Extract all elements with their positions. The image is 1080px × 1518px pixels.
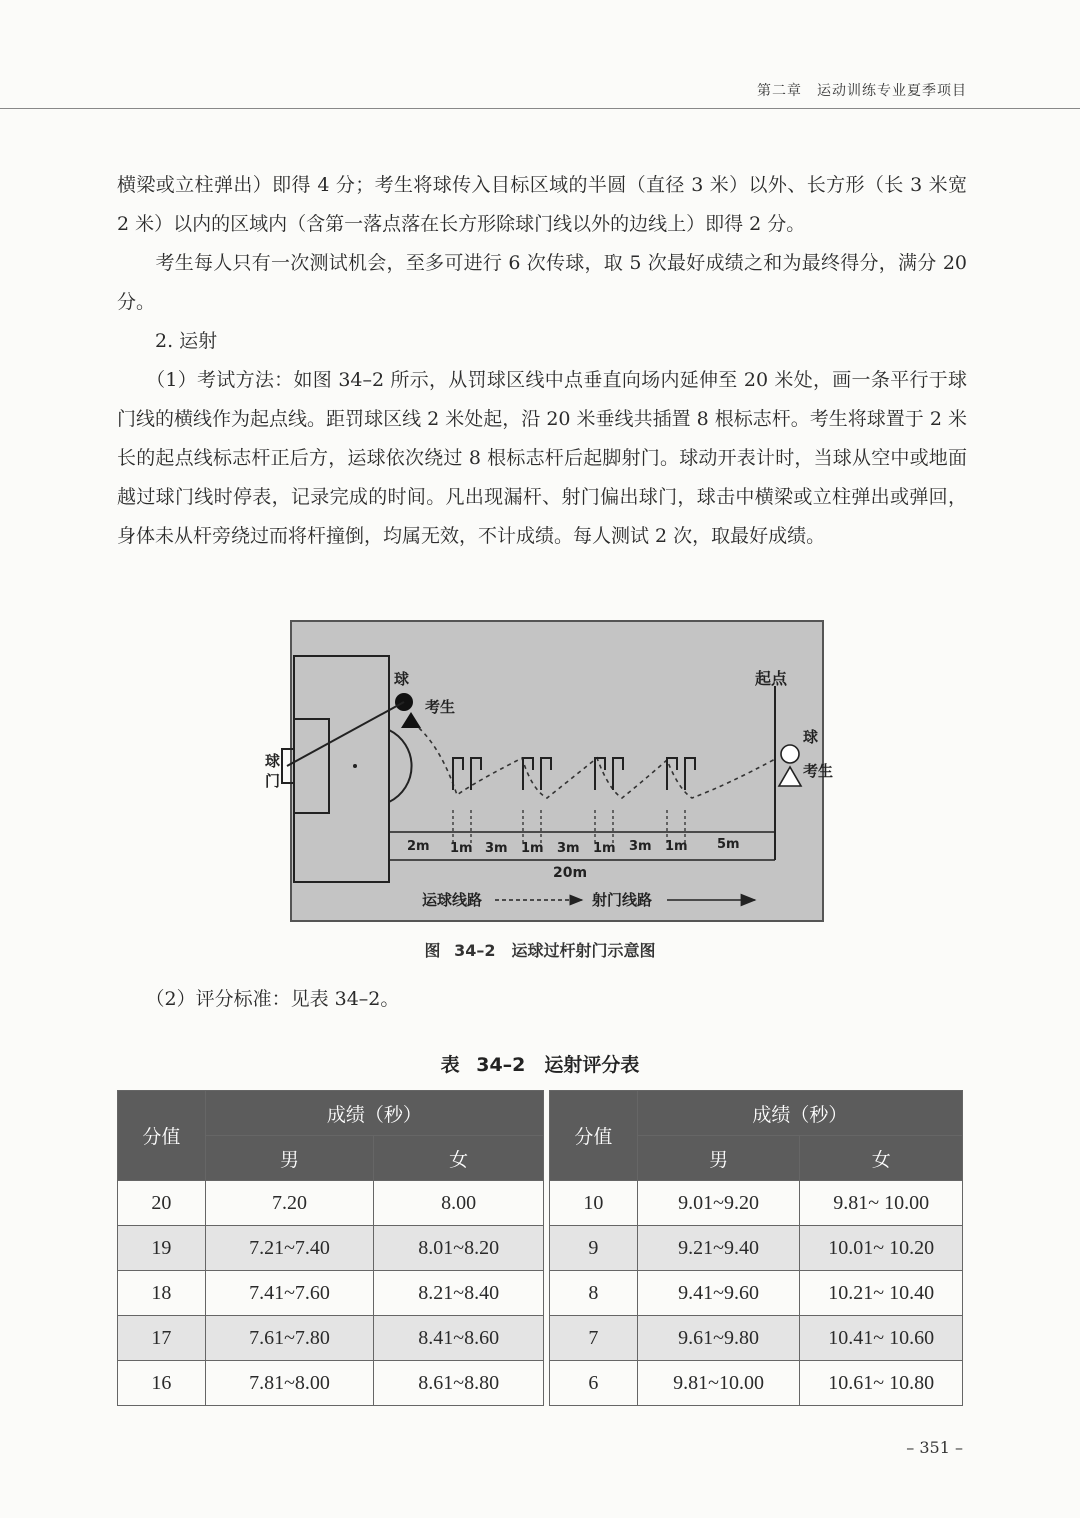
penalty-area <box>294 656 389 882</box>
table-row <box>118 1316 544 1361</box>
examinee-left-label: 考生 <box>425 698 456 716</box>
seg-5m: 5m <box>717 837 740 852</box>
cell-score: 17 <box>118 1316 206 1361</box>
paragraph-scoring-continued: 横梁或立柱弹出）即得 4 分；考生将球传入目标区域的半圆（直径 3 米）以外、长方形（长 3 米宽 2 米）以内的区域内（含第一落点落在长方形除球门线以外的边线上）即得 2 分。 <box>117 174 974 235</box>
table-row <box>550 1316 963 1361</box>
cell-female: 8.21~8.40 <box>374 1271 544 1316</box>
cell-male: 7.21~7.40 <box>205 1226 374 1271</box>
cell-female: 8.41~8.60 <box>374 1316 544 1361</box>
ball-right <box>781 745 799 763</box>
section-heading-dribble-shoot: 2. 运射 <box>117 330 218 352</box>
cell-male: 7.41~7.60 <box>205 1271 374 1316</box>
paragraph-test-method: （1）考试方法：如图 34–2 所示，从罚球区线中点垂直向场内延伸至 20 米处，画一条平行于球门线的横线作为起点线。距罚球区线 2 米处起，沿 20 米垂线共插置 8 根标志杆。考生将球置于 2 米长的起点线标志杆正后方，运球依次绕过 8 根标志杆后起脚射门。球动开表计时，当球从空中或地面越过球门线时停表，记录完成的时间。凡出现漏杆、射门偏出球门，球击中横梁或立柱弹出或弹回，身体未从杆旁绕过而将杆撞倒，均属无效，不计成绩。每人测试 2 次，取最好成绩。 <box>117 369 967 547</box>
header-result: 成绩（秒） <box>205 1091 543 1136</box>
cell-female: 9.81~ 10.00 <box>800 1181 963 1226</box>
table-row <box>550 1226 963 1271</box>
seg-1m-c: 1m <box>593 841 616 856</box>
table-row <box>550 1361 963 1406</box>
cell-score: 16 <box>118 1361 206 1406</box>
cell-score: 19 <box>118 1226 206 1271</box>
seg-3m-a: 3m <box>485 841 508 856</box>
table-row <box>118 1361 544 1406</box>
cell-male: 9.41~9.60 <box>637 1271 800 1316</box>
table-row <box>118 1181 544 1226</box>
cell-male: 9.21~9.40 <box>637 1226 800 1271</box>
dribble-shoot-diagram <box>265 620 834 922</box>
seg-3m-c: 3m <box>629 839 652 854</box>
ball-left-label: 球 <box>394 670 410 688</box>
cell-score: 10 <box>550 1181 638 1226</box>
header-female: 女 <box>374 1136 544 1181</box>
examinee-right-label: 考生 <box>803 762 834 780</box>
cell-male: 9.61~9.80 <box>637 1316 800 1361</box>
header-score: 分值 <box>118 1091 206 1181</box>
legend-dribble: 运球线路 <box>422 891 483 909</box>
paragraph-scoring-standard: （2）评分标准：见表 34–2。 <box>117 988 400 1010</box>
cell-score: 8 <box>550 1271 638 1316</box>
cell-score: 7 <box>550 1316 638 1361</box>
total-20m: 20m <box>553 865 588 881</box>
seg-3m-b: 3m <box>557 841 580 856</box>
goal-area <box>294 719 329 813</box>
table-row <box>550 1271 963 1316</box>
cell-male: 9.81~10.00 <box>637 1361 800 1406</box>
dribble-path <box>419 728 777 798</box>
flag-pair-1 <box>453 758 481 790</box>
cell-score: 20 <box>118 1181 206 1226</box>
goal-label-2: 门 <box>265 772 281 790</box>
page-number: – 351 – <box>906 1438 963 1457</box>
cell-female: 10.01~ 10.20 <box>800 1226 963 1271</box>
header-score: 分值 <box>550 1091 638 1181</box>
shot-line <box>287 702 404 766</box>
header-male: 男 <box>205 1136 374 1181</box>
table-row <box>118 1271 544 1316</box>
penalty-arc <box>389 730 412 802</box>
cell-score: 6 <box>550 1361 638 1406</box>
flag-pair-4 <box>667 758 695 790</box>
cell-female: 10.61~ 10.80 <box>800 1361 963 1406</box>
header-rule <box>0 108 1080 109</box>
flag-pair-3 <box>595 758 623 790</box>
header-result: 成绩（秒） <box>637 1091 962 1136</box>
cell-score: 18 <box>118 1271 206 1316</box>
cell-female: 8.01~8.20 <box>374 1226 544 1271</box>
table-row <box>118 1226 544 1271</box>
start-label: 起点 <box>755 669 788 688</box>
header-female: 女 <box>800 1136 963 1181</box>
examinee-right <box>779 767 801 786</box>
cell-female: 8.61~8.80 <box>374 1361 544 1406</box>
seg-2m: 2m <box>407 839 430 854</box>
seg-1m-b: 1m <box>521 841 544 856</box>
diagram-svg <box>257 620 857 922</box>
table-row <box>550 1181 963 1226</box>
cell-male: 9.01~9.20 <box>637 1181 800 1226</box>
goal-label-1: 球 <box>265 752 281 770</box>
penalty-spot <box>353 764 357 768</box>
cell-female: 8.00 <box>374 1181 544 1226</box>
legend-shoot: 射门线路 <box>592 891 653 909</box>
ball-right-label: 球 <box>803 728 819 746</box>
cell-male: 7.61~7.80 <box>205 1316 374 1361</box>
score-table-right <box>549 1090 963 1406</box>
seg-1m-a: 1m <box>450 841 473 856</box>
examinee-left <box>401 712 421 728</box>
cell-score: 9 <box>550 1226 638 1271</box>
cell-female: 10.21~ 10.40 <box>800 1271 963 1316</box>
figure-caption: 图 34–2 运球过杆射门示意图 <box>424 941 656 960</box>
header-male: 男 <box>637 1136 800 1181</box>
cell-male: 7.81~8.00 <box>205 1361 374 1406</box>
cell-male: 7.20 <box>205 1181 374 1226</box>
paragraph-test-chances: 考生每人只有一次测试机会，至多可进行 6 次传球，取 5 次最好成绩之和为最终得分，满分 20 分。 <box>117 252 974 313</box>
cell-female: 10.41~ 10.60 <box>800 1316 963 1361</box>
seg-1m-d: 1m <box>665 839 688 854</box>
score-table-left <box>117 1090 544 1406</box>
running-header: 第二章 运动训练专业夏季项目 <box>757 83 967 99</box>
table-title: 表 34–2 运射评分表 <box>440 1054 640 1076</box>
